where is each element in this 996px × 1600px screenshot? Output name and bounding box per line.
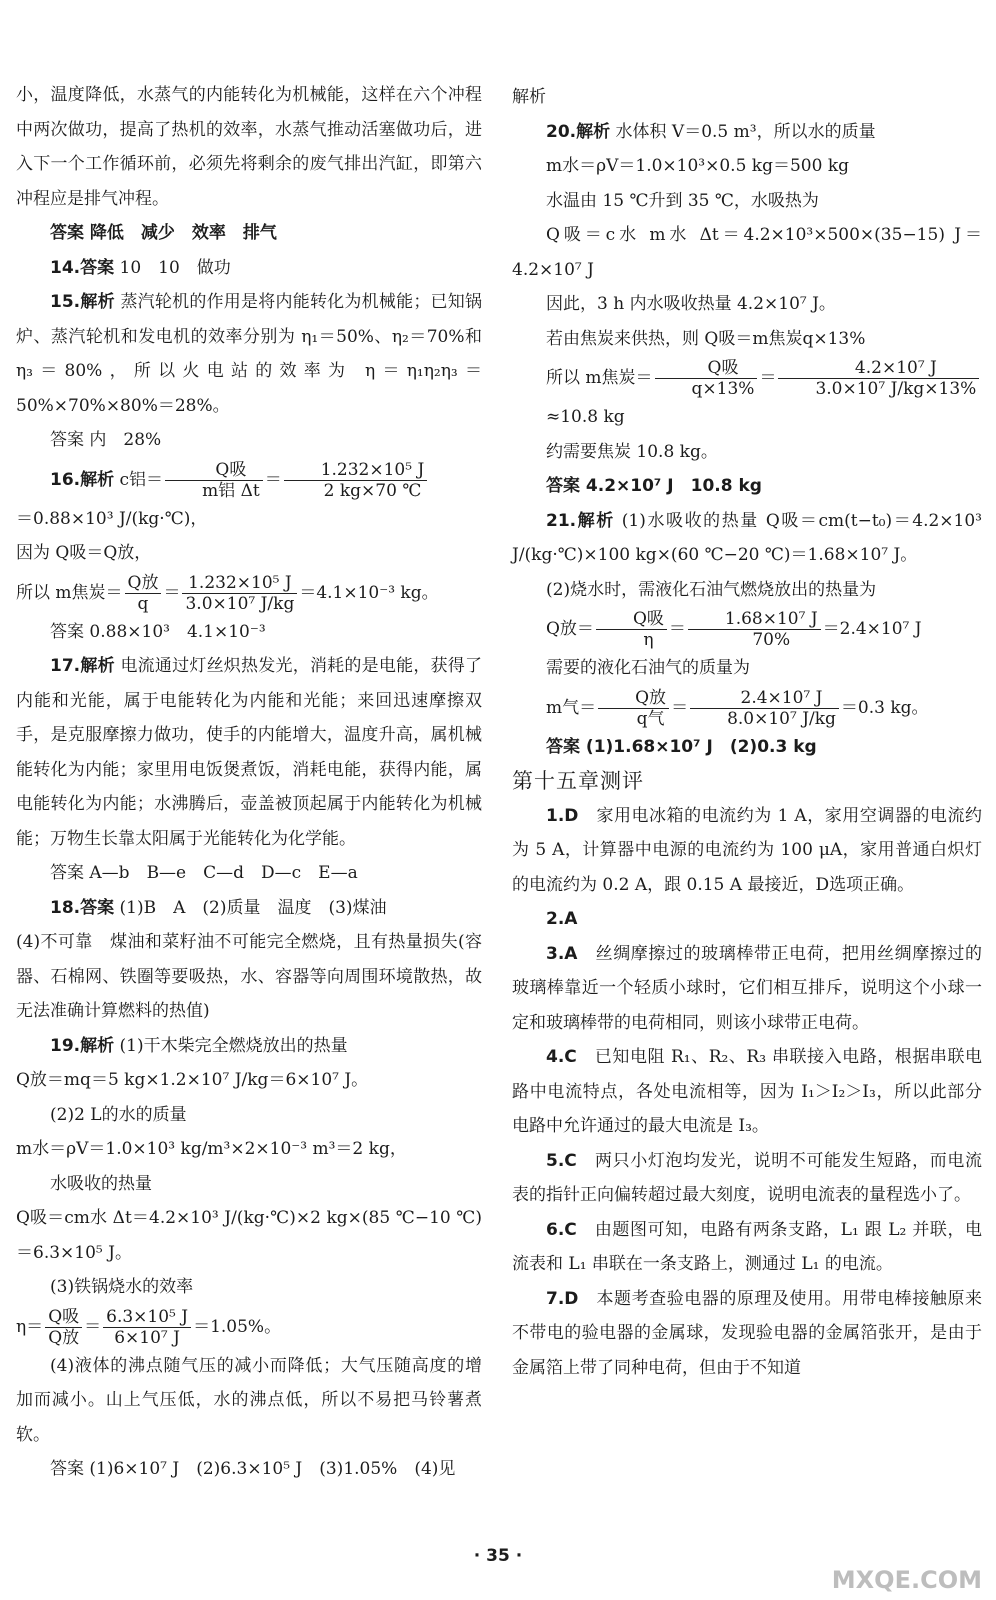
equals: ＝ (759, 368, 777, 388)
numerator: Q吸 (45, 1307, 82, 1328)
item-text: 已知电阻 R₁、R₂、R₃ 串联接入电路，根据串联电路中电流特点，各处电流相等，因为 I₁＞I₂＞I₃，所以此部分电路中允许通过的最大电流是 I₃。 (512, 1047, 982, 1136)
fraction (284, 460, 428, 501)
fraction (125, 573, 162, 614)
formula-result: ＝1.05%。 (193, 1316, 282, 1337)
text-line: 因为 Q吸＝Q放， (16, 543, 152, 563)
answer-20 (512, 469, 982, 504)
item-text: (1)干木柴完全燃烧放出的热量 (114, 1035, 348, 1056)
denominator: 2 kg×70 ℃ (323, 480, 422, 501)
formula-prefix: Q放＝ (546, 619, 594, 639)
numerator: 1.68×10⁷ J (688, 609, 821, 630)
text-line: 因此，3 h 内水吸收热量 4.2×10⁷ J。 (546, 294, 836, 314)
equals: ＝ (671, 697, 689, 718)
item-text: 10 10 做功 (114, 257, 231, 278)
paragraph: (4)不可靠 煤油和菜籽油不可能完全燃烧，且有热量损失(容器、石棉网、铁圈等要吸热，水、容器等向周围环境散热，故无法准确计算燃料的热值) (16, 932, 482, 1021)
answer-15 (16, 423, 482, 458)
right-column (512, 80, 982, 1385)
item-text: 水体积 V＝0.5 m³，所以水的质量 (610, 121, 876, 142)
formula-result: ＝0.88×10³ J/(kg·℃)， (16, 508, 208, 529)
formula-result: ＝0.3 kg。 (840, 697, 929, 718)
numerator: 2.4×10⁷ J (690, 688, 839, 709)
denominator: 3.0×10⁷ J/kg×13% (815, 379, 977, 399)
text-line: 水吸收的热量 (50, 1173, 152, 1194)
answer-text: 答案 降低 减少 效率 排气 (50, 223, 277, 243)
formula-line: m水＝ρV＝1.0×10³×0.5 kg＝500 kg (546, 156, 850, 176)
section-heading: 第十五章测评 (512, 769, 644, 793)
denominator: Q放 (48, 1327, 80, 1348)
item-14 (16, 251, 482, 286)
fraction (45, 1307, 82, 1348)
text-line: 需要的液化石油气的质量为 (546, 658, 750, 678)
test-item-7 (512, 1282, 982, 1386)
formula-result: ＝4.1×10⁻³ kg。 (299, 582, 439, 603)
item-text: 本题考查验电器的原理及使用。用带电棒接触原来不带电的验电器的金属球，发现验电器的金属箔张开，是由于金属箔上带了同种电荷，但由于不知道 (512, 1288, 982, 1378)
answer-text: 答案 A—b B—e C—d D—c E—a (50, 863, 358, 883)
formula-prefix: η＝ (16, 1316, 44, 1337)
equals: ＝ (264, 469, 282, 490)
numerator: Q放 (125, 573, 162, 594)
text-line: (3)铁锅烧水的效率 (50, 1277, 194, 1297)
answer-text: 答案 内 28% (50, 430, 162, 450)
answer-text: 答案 4.2×10⁷ J 10.8 kg (546, 476, 762, 496)
item-label: 5.C (546, 1150, 577, 1171)
text-line: 若由焦炭来供热，则 Q吸＝m焦炭q×13% (546, 328, 866, 349)
formula-line (16, 571, 482, 615)
formula-line: Q放＝mq＝5 kg×1.2×10⁷ J/kg＝6×10⁷ J。 (16, 1070, 369, 1090)
answer-13 (16, 216, 482, 251)
numerator: Q吸 (655, 358, 758, 379)
equals: ＝ (668, 619, 686, 639)
answer-text: 答案 (1)1.68×10⁷ J (2)0.3 kg (546, 736, 817, 757)
fraction (655, 358, 758, 399)
denominator: q (137, 593, 149, 614)
item-label: 3.A (546, 943, 578, 964)
formula-prefix: c铝＝ (114, 469, 164, 490)
test-item-5 (512, 1144, 982, 1213)
text-line: (2)2 L的水的质量 (50, 1104, 187, 1125)
fraction (103, 1307, 191, 1348)
equals: ＝ (163, 582, 181, 603)
item-text: (1)B A (2)质量 温度 (3)煤油 (114, 897, 387, 918)
item-label: 4.C (546, 1047, 577, 1067)
numerator: Q放 (598, 688, 669, 709)
numerator: 6.3×10⁵ J (103, 1307, 191, 1328)
test-item-3 (512, 937, 982, 1041)
item-label: 2.A (546, 909, 578, 929)
answer-text: 答案 (1)6×10⁷ J (2)6.3×10⁵ J (3)1.05% (4)见 (50, 1459, 456, 1479)
paragraph: (4)液体的沸点随气压的减小而降低；大气压随高度的增加而减小。山上气压低，水的沸点低，所以不易把马铃薯煮软。 (16, 1355, 482, 1445)
answer-text: 答案 0.88×10³ 4.1×10⁻³ (50, 621, 266, 642)
denominator: 8.0×10⁷ J/kg (727, 708, 836, 729)
item-label: 1.D (546, 805, 579, 826)
item-label: 7.D (546, 1288, 579, 1309)
item-17 (16, 649, 482, 856)
denominator: q×13% (691, 379, 755, 399)
text-line: 解析 (512, 87, 546, 107)
item-label: 20.解析 (546, 121, 611, 142)
formula-line (512, 607, 982, 651)
item-15 (16, 285, 482, 423)
test-item-2 (512, 902, 982, 937)
item-16 (16, 458, 482, 502)
text-line: (2)烧水时，需液化石油气燃烧放出的热量为 (546, 579, 877, 600)
watermark: MXQE.COM (831, 1566, 982, 1594)
item-text: 蒸汽轮机的作用是将内能转化为机械能；已知锅炉、蒸汽轮机和发电机的效率分别为 η₁＝50%、η₂＝70%和 η₃＝80%，所以火电站的效率为 η＝η₁η₂η₃＝50%×70%×80%＝28%。 (16, 292, 483, 416)
text-line: 水温由 15 ℃升到 35 ℃，水吸热为 (546, 190, 819, 211)
text-line: 约需要焦炭 10.8 kg。 (546, 441, 718, 462)
formula-line (16, 1305, 482, 1349)
item-label: 14.答案 (50, 257, 115, 278)
item-label: 17.解析 (50, 656, 115, 676)
fraction (182, 573, 297, 614)
formula-prefix: 所以 m焦炭＝ (546, 368, 653, 388)
item-label: 21.解析 (546, 510, 615, 531)
answer-17 (16, 856, 482, 891)
numerator: Q吸 (165, 460, 263, 481)
fraction (165, 460, 263, 501)
formula-result: ≈10.8 kg (546, 407, 625, 427)
item-text: 两只小灯泡均发光，说明不可能发生短路，而电流表的指针正向偏转超过最大刻度，说明电流表的量程选小了。 (512, 1150, 982, 1205)
test-item-6 (512, 1213, 982, 1282)
item-18 (16, 891, 482, 926)
numerator: 1.232×10⁵ J (182, 573, 297, 594)
denominator: 6×10⁷ J (114, 1327, 180, 1348)
denominator: q气 (636, 708, 665, 729)
answer-19 (16, 1452, 482, 1487)
item-label: 18.答案 (50, 897, 115, 918)
item-label: 15.解析 (50, 292, 115, 312)
fraction (778, 358, 979, 399)
formula-prefix: m气＝ (546, 697, 597, 718)
item-text: 电流通过灯丝炽热发光，消耗的是电能，获得了内能和光能，属于电能转化为内能和光能；来回迅速摩擦双手，是克服摩擦力做功，使手的内能增大，温度升高，属机械能转化为内能；家里用电饭煲煮饭，消耗电能，获得内能，属电能转化为内能；水沸腾后，壶盖被顶起属于内能转化为机械能；万物生长靠太阳属于光能转化为化学能。 (16, 656, 483, 849)
item-text: 家用电冰箱的电流约为 1 A，家用空调器的电流约为 5 A，计算器中电源的电流约为 100 μA，家用普通白炽灯的电流约为 0.2 A，跟 0.15 A 最接近，D选项正确。 (512, 805, 982, 895)
formula-line: Q吸＝c水 m水 Δt＝4.2×10³×500×(35−15) J＝4.2×10⁷ J (512, 225, 982, 280)
fraction (690, 688, 839, 729)
formula-prefix: 所以 m焦炭＝ (16, 582, 123, 603)
formula-line: Q吸＝cm水 Δt＝4.2×10³ J/(kg·℃)×2 kg×(85 ℃−10 ℃)＝6.3×10⁵ J。 (16, 1208, 482, 1263)
item-21 (512, 504, 982, 573)
item-label: 16.解析 (50, 469, 115, 490)
fraction (596, 609, 667, 650)
numerator: Q吸 (596, 609, 667, 630)
fraction (688, 609, 821, 650)
denominator: m铝 Δt (202, 480, 260, 501)
fraction (598, 688, 669, 729)
denominator: η (643, 630, 654, 650)
test-item-4 (512, 1040, 982, 1144)
formula-line: m水＝ρV＝1.0×10³ kg/m³×2×10⁻³ m³＝2 kg， (16, 1139, 407, 1159)
item-label: 19.解析 (50, 1035, 115, 1056)
answer-16 (16, 615, 482, 650)
denominator: 3.0×10⁷ J/kg (185, 593, 295, 614)
item-20 (512, 115, 982, 150)
denominator: 70% (752, 630, 791, 650)
item-text: 由题图可知，电路有两条支路，L₁ 跟 L₂ 并联，电流表和 L₁ 串联在一条支路上，测通过 L₁ 的电流。 (512, 1219, 982, 1274)
formula-result: ＝2.4×10⁷ J (822, 619, 922, 639)
numerator: 1.232×10⁵ J (284, 460, 428, 481)
formula-line (512, 686, 982, 730)
left-column (16, 78, 482, 1487)
equals: ＝ (84, 1316, 102, 1337)
numerator: 4.2×10⁷ J (778, 358, 979, 379)
test-item-1 (512, 799, 982, 903)
page-number: · 35 · (473, 1546, 523, 1566)
item-text: 丝绸摩擦过的玻璃棒带正电荷，把用丝绸摩擦过的玻璃棒靠近一个轻质小球时，它们相互排斥，说明这个小球一定和玻璃棒带的电荷相同，则该小球带正电荷。 (512, 943, 982, 1033)
answer-21 (512, 730, 982, 765)
item-text: (1)水吸收的热量 Q吸＝cm(t−t₀)＝4.2×10³ J/(kg·℃)×100 kg×(60 ℃−20 ℃)＝1.68×10⁷ J。 (512, 510, 982, 565)
formula-line (512, 356, 982, 400)
paragraph: 小，温度降低，水蒸气的内能转化为机械能，这样在六个冲程中两次做功，提高了热机的效率，水蒸气推动活塞做功后，进入下一个工作循环前，必须先将剩余的废气排出汽缸，即第六冲程应是排气冲程。 (16, 85, 482, 209)
item-label: 6.C (546, 1219, 577, 1240)
item-19 (16, 1029, 482, 1064)
